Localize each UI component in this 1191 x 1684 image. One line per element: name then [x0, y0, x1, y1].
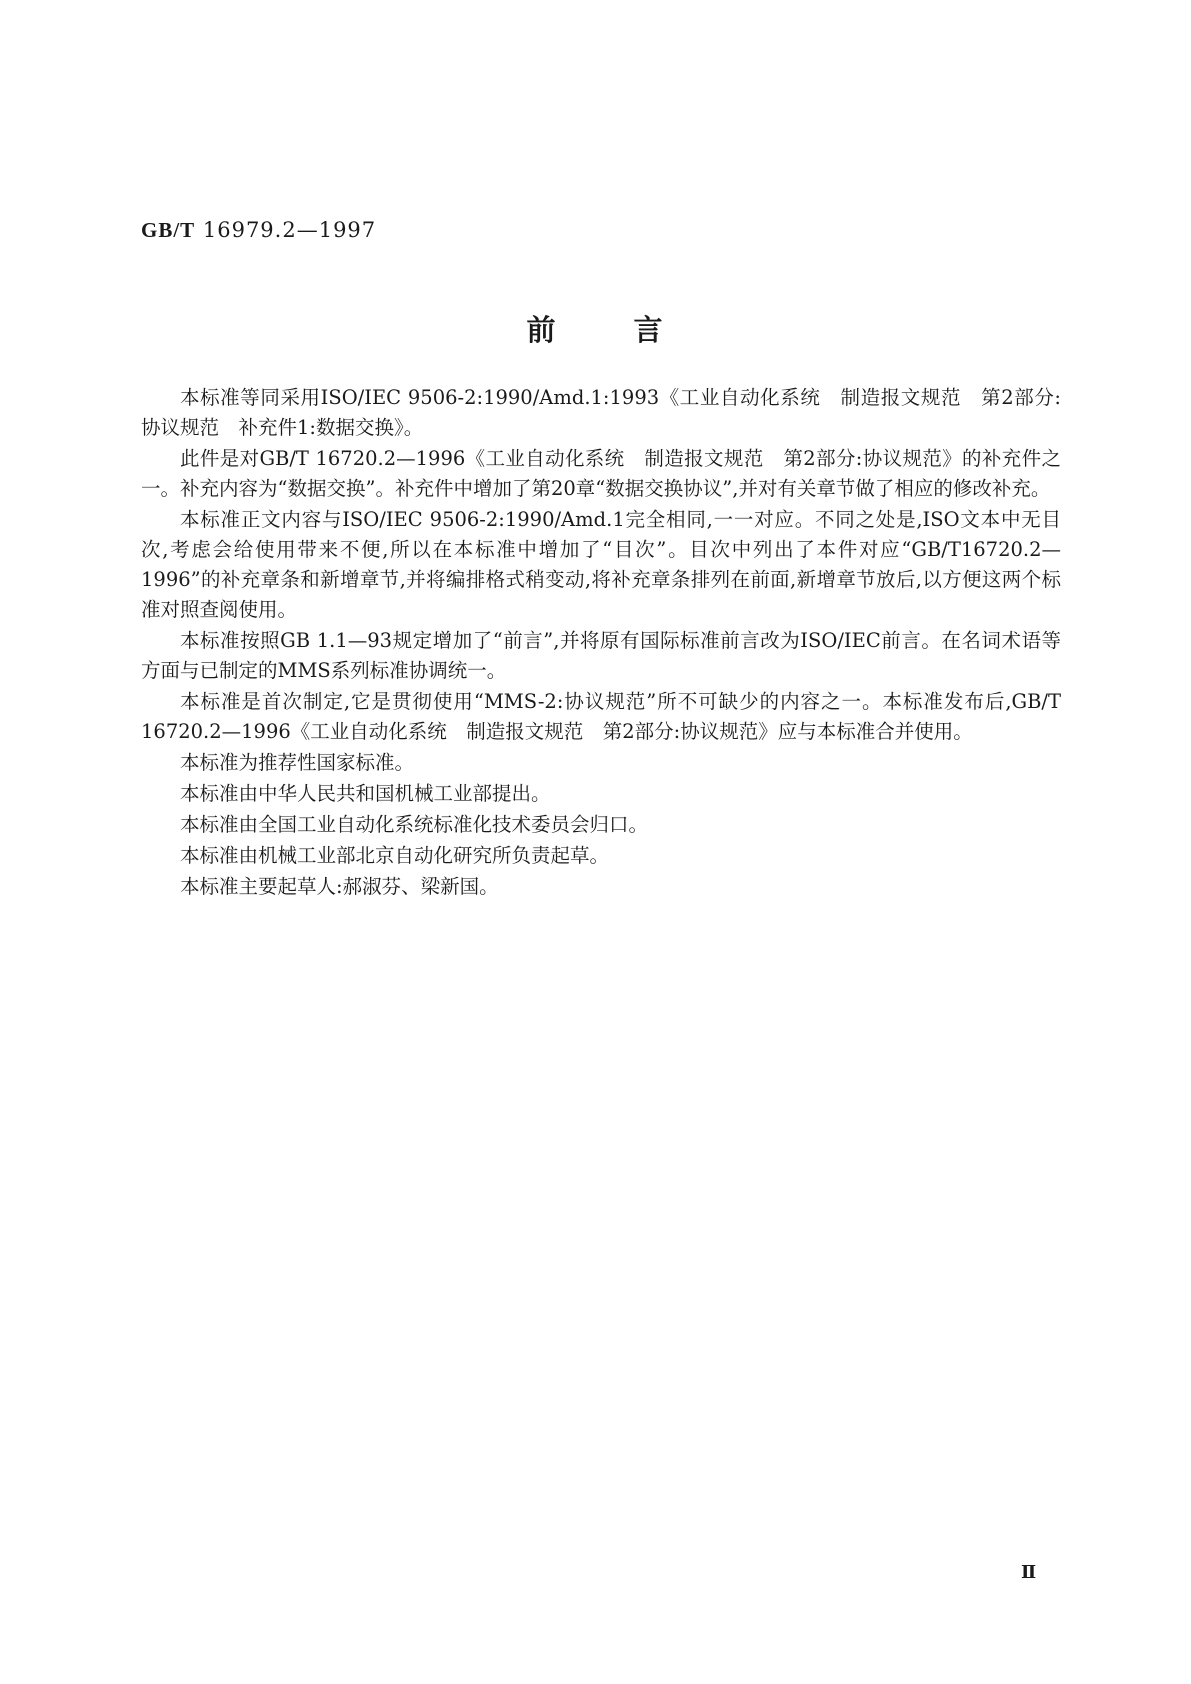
paragraph: 本标准为推荐性国家标准。: [180, 751, 415, 774]
paragraph: 本标准按照GB 1.1—93规定增加了“前言”,并将原有国际标准前言改为ISO/IEC前言。在名词术语等方面与已制定的MMS系列标准协调统一。: [141, 629, 1061, 682]
standard-number: 16979.2—1997: [195, 218, 377, 242]
paragraph: 本标准主要起草人:郝淑芬、梁新国。: [180, 875, 499, 898]
paragraph: 本标准是首次制定,它是贯彻使用“MMS-2:协议规范”所不可缺少的内容之一。本标准发布后,GB/T 16720.2—1996《工业自动化系统 制造报文规范 第2部分:协议规范》应与本标准合并使用。: [141, 690, 1061, 743]
paragraph: 本标准正文内容与ISO/IEC 9506-2:1990/Amd.1完全相同,一一对应。不同之处是,ISO文本中无目次,考虑会给使用带来不便,所以在本标准中增加了“目次”。目次中列出了本件对应“GB/T16720.2—1996”的补充章条和新增章节,并将编排格式稍变动,将补充章条排列在前面,新增章节放后,以方便这两个标准对照查阅使用。: [141, 508, 1061, 621]
page-title: [0, 308, 1191, 349]
standard-prefix: GB/T: [141, 218, 196, 242]
standard-code: [141, 218, 376, 243]
paragraph: 本标准等同采用ISO/IEC 9506-2:1990/Amd.1:1993《工业自动化系统 制造报文规范 第2部分:协议规范 补充件1:数据交换》。: [141, 386, 1061, 439]
title-char: 前: [526, 313, 558, 347]
page-number: Ⅱ: [1021, 1562, 1037, 1583]
foreword-body: [141, 383, 1061, 903]
paragraph: 本标准由机械工业部北京自动化研究所负责起草。: [180, 844, 610, 867]
paragraph: 本标准由全国工业自动化系统标准化技术委员会归口。: [180, 813, 649, 836]
paragraph: 本标准由中华人民共和国机械工业部提出。: [180, 782, 551, 805]
paragraph: 此件是对GB/T 16720.2—1996《工业自动化系统 制造报文规范 第2部分:协议规范》的补充件之一。补充内容为“数据交换”。补充件中增加了第20章“数据交换协议”,并对有关章节做了相应的修改补充。: [141, 447, 1061, 500]
title-char: 言: [633, 313, 665, 347]
